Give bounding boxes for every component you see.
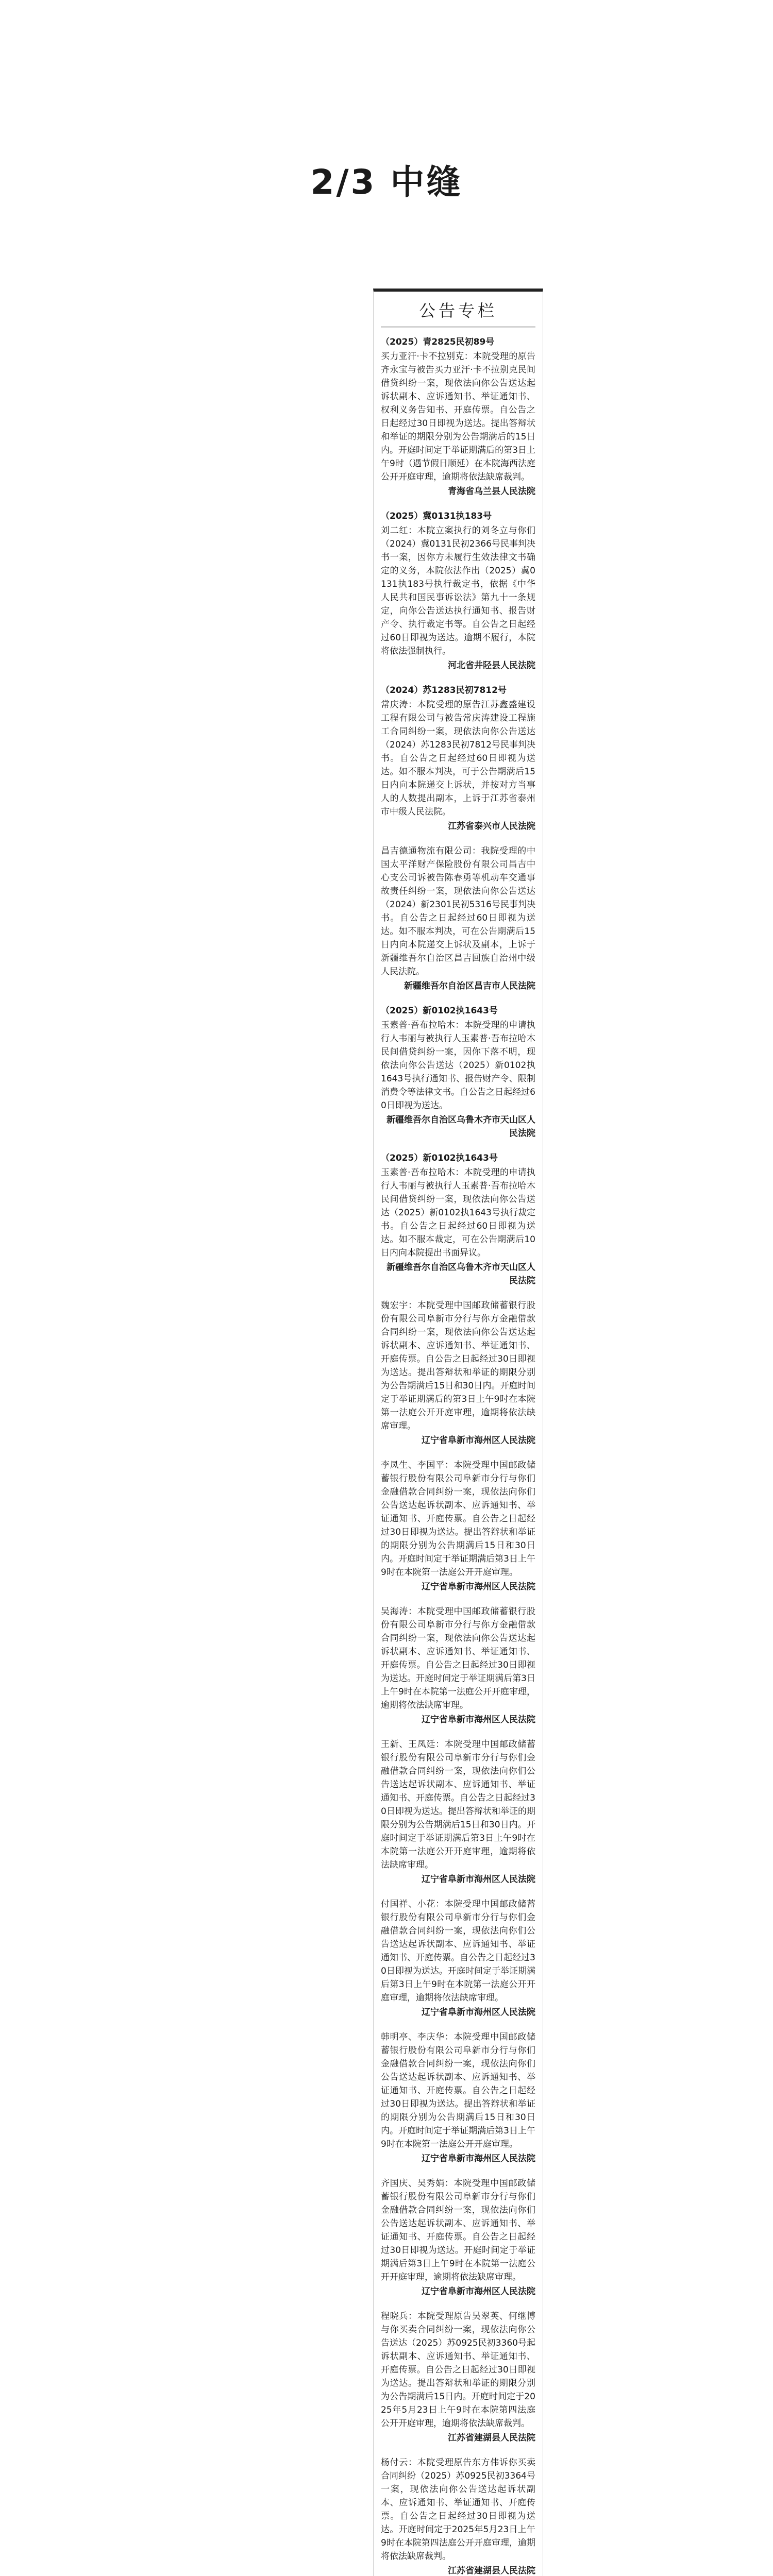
notice-body: 刘二红：本院立案执行的刘冬立与你们（2024）冀0131民初2366号民事判决书一案，因你方未履行生效法律文书确定的义务，本院依法作出（2025）冀0131执183号执行裁定书，依据《中华人民共和国民事诉讼法》第九十一条规定，向你公告送达执行通知书、报告财产令、执行裁定书等。自公告之日起经过60日即视为送达。逾期不履行，本院将依法强制执行。 [381, 526, 535, 656]
notice-case-number: （2025）新0102执1643号 [381, 1153, 498, 1163]
notice-item [381, 844, 535, 993]
notice-court: 新疆维吾尔自治区乌鲁木齐市天山区人民法院 [386, 1262, 535, 1286]
notice-item [381, 1605, 535, 1726]
notice-body: 买力亚汗·卡不拉别克：本院受理的原告齐永宝与被告买力亚汗·卡不拉别克民间借贷纠纷一案，现依法向你公告送达起诉状副本、应诉通知书、举证通知书、权利义务告知书、开庭传票。自公告之日起经过30日即视为送达。提出答辩状和举证的期限分别为公告期满后的15日内。开庭时间定于举证期满后的第3日上午9时（遇节假日顺延）在本院海西法庭公开开庭审理，逾期将依法缺席裁判。 [381, 351, 535, 482]
notice-column [373, 289, 543, 2576]
notice-item [381, 335, 535, 498]
notice-item [381, 2456, 535, 2576]
notice-item [381, 1738, 535, 1886]
page-title: 2/3 中缝 [310, 162, 463, 202]
notice-body: 李凤生、李国平：本院受理中国邮政储蓄银行股份有限公司阜新市分行与你们金融借款合同纠纷一案，现依法向你们公告送达起诉状副本、应诉通知书、举证通知书、开庭传票。自公告之日起经过30日即视为送达。提出答辩状和举证的期限分别为公告期满后15日和30日内。开庭时间定于举证期满后第3日上午9时在本院第一法庭公开开庭审理。 [381, 1460, 535, 1578]
page-header [0, 0, 773, 289]
notice-court: 新疆维吾尔自治区乌鲁木齐市天山区人民法院 [386, 1115, 535, 1139]
notice-court: 河北省井陉县人民法院 [448, 660, 535, 671]
notice-court: 江苏省建湖县人民法院 [448, 2433, 535, 2443]
notice-body: 玉素普·吾布拉哈木：本院受理的申请执行人韦丽与被执行人玉素普·吾布拉哈木民间借贷纠纷一案，因你下落不明，现依法向你公告送达（2025）新0102执1643号执行通知书、报告财产令、限制消费令等法律文书。自公告之日起经过60日即视为送达。 [381, 1020, 535, 1111]
notice-body: 玉素普·吾布拉哈木：本院受理的申请执行人韦丽与被执行人玉素普·吾布拉哈木民间借贷纠纷一案，现依法向你公告送达（2025）新0102执1643号执行裁定书。自公告之日起经过60日即视为送达。如不服本裁定，可在公告期满后10日内向本院提出书面异议。 [381, 1167, 535, 1258]
notice-court: 辽宁省阜新市海州区人民法院 [422, 2286, 535, 2297]
notice-court: 辽宁省阜新市海州区人民法院 [422, 1715, 535, 1725]
notice-court: 辽宁省阜新市海州区人民法院 [422, 1435, 535, 1446]
notice-court: 江苏省泰兴市人民法院 [448, 821, 535, 832]
notice-court: 辽宁省阜新市海州区人民法院 [422, 2154, 535, 2164]
notice-court: 辽宁省阜新市海州区人民法院 [422, 1874, 535, 1885]
notice-body: 付国祥、小花：本院受理中国邮政储蓄银行股份有限公司阜新市分行与你们金融借款合同纠纷一案，现依法向你们公告送达起诉状副本、应诉通知书、举证通知书、开庭传票。自公告之日起经过30日即视为送达。开庭时间定于举证期满后第3日上午9时在本院第一法庭公开开庭审理，逾期将依法缺席审理。 [381, 1899, 535, 2003]
notice-item [381, 1897, 535, 2019]
notice-body: 王新、王凤廷：本院受理中国邮政储蓄银行股份有限公司阜新市分行与你们金融借款合同纠纷一案，现依法向你们公告送达起诉状副本、应诉通知书、举证通知书、开庭传票。自公告之日起经过30日即视为送达。提出答辩状和举证的期限分别为公告期满后15日和30日内。开庭时间定于举证期满后第3日上午9时在本院第一法庭公开开庭审理，逾期将依法缺席审理。 [381, 1739, 535, 1870]
notice-item [381, 2177, 535, 2298]
notice-item [381, 1459, 535, 1594]
notice-item [381, 1004, 535, 1140]
notice-item [381, 2310, 535, 2445]
notice-case-number: （2025）新0102执1643号 [381, 1006, 498, 1016]
notice-court: 青海省乌兰县人民法院 [448, 486, 535, 497]
notice-item [381, 1151, 535, 1287]
notice-body: 齐国庆、吴秀娟：本院受理中国邮政储蓄银行股份有限公司阜新市分行与你们金融借款合同纠纷一案，现依法向你们公告送达起诉状副本、应诉通知书、举证通知书、开庭传票。自公告之日起经过30日即视为送达。开庭时间定于举证期满后第3日上午9时在本院第一法庭公开开庭审理，逾期将依法缺席审理。 [381, 2178, 535, 2282]
notice-court: 辽宁省阜新市海州区人民法院 [422, 1582, 535, 1592]
notice-body: 魏宏宇：本院受理中国邮政储蓄银行股份有限公司阜新市分行与你方金融借款合同纠纷一案，现依法向你公告送达起诉状副本、应诉通知书、举证通知书、开庭传票。自公告之日起经过30日即视为送达。提出答辩状和举证的期限分别为公告期满后15日和30日内。开庭时间定于举证期满后的第3日上午9时在本院第一法庭公开开庭审理，逾期将依法缺席审理。 [381, 1300, 535, 1431]
notice-item [381, 510, 535, 672]
notice-court: 辽宁省阜新市海州区人民法院 [422, 2007, 535, 2018]
column-title: 公告专栏 [381, 298, 535, 328]
notice-body: 杨付云：本院受理原告东方伟诉你买卖合同纠纷（2025）苏0925民初3364号一案，现依法向你公告送达起诉状副本、应诉通知书、举证通知书、开庭传票。自公告之日起经过30日即视为送达。开庭时间定于2025年5月23日上午9时在本院第四法庭公开开庭审理，逾期将依法缺席裁判。 [381, 2458, 535, 2562]
notice-body: 吴海涛：本院受理中国邮政储蓄银行股份有限公司阜新市分行与你方金融借款合同纠纷一案，现依法向你公告送达起诉状副本、应诉通知书、举证通知书、开庭传票。自公告之日起经过30日即视为送达。开庭时间定于举证期满后第3日上午9时在本院第一法庭公开开庭审理，逾期将依法缺席审理。 [381, 1606, 535, 1710]
notice-body: 韩明亭、李庆华：本院受理中国邮政储蓄银行股份有限公司阜新市分行与你们金融借款合同纠纷一案，现依法向你们公告送达起诉状副本、应诉通知书、举证通知书、开庭传票。自公告之日起经过30日即视为送达。提出答辩状和举证的期限分别为公告期满后15日和30日内。开庭时间定于举证期满后第3日上午9时在本院第一法庭公开开庭审理。 [381, 2032, 535, 2149]
notice-court: 新疆维吾尔自治区昌吉市人民法院 [404, 981, 535, 991]
notice-case-number: （2025）青2825民初89号 [381, 337, 495, 347]
notice-item [381, 684, 535, 833]
notice-item [381, 2030, 535, 2165]
notice-body: 常庆涛：本院受理的原告江苏鑫盛建设工程有限公司与被告常庆涛建设工程施工合同纠纷一案，现依法向你公告送达（2024）苏1283民初7812号民事判决书。自公告之日起经过60日即视为送达。如不服本判决，可于公告期满后15日内向本院递交上诉状，并按对方当事人的人数提出副本，上诉于江苏省泰州市中级人民法院。 [381, 700, 535, 817]
notice-body: 程晓兵：本院受理原告吴翠英、何继博与你买卖合同纠纷一案，现依法向你公告送达（2025）苏0925民初3360号起诉状副本、应诉通知书、举证通知书、开庭传票。自公告之日起经过30日即视为送达。提出答辩状和举证的期限分别为公告期满后15日内。开庭时间定于2025年5月23日上午9时在本院第四法庭公开开庭审理，逾期将依法缺席裁判。 [381, 2311, 535, 2429]
notice-court: 江苏省建湖县人民法院 [448, 2566, 535, 2576]
notice-body: 昌吉德通物流有限公司：我院受理的中国太平洋财产保险股份有限公司昌吉中心支公司诉被告陈春勇等机动车交通事故责任纠纷一案，现依法向你公告送达（2024）新2301民初5316号民事判决书。自公告之日起经过60日即视为送达。如不服本判决，可在公告期满后15日内向本院递交上诉状及副本，上诉于新疆维吾尔自治区昌吉回族自治州中级人民法院。 [381, 846, 535, 977]
notice-case-number: （2024）苏1283民初7812号 [381, 685, 507, 696]
notice-case-number: （2025）冀0131执183号 [381, 511, 492, 521]
notice-list [381, 335, 535, 2576]
notice-item [381, 1299, 535, 1447]
